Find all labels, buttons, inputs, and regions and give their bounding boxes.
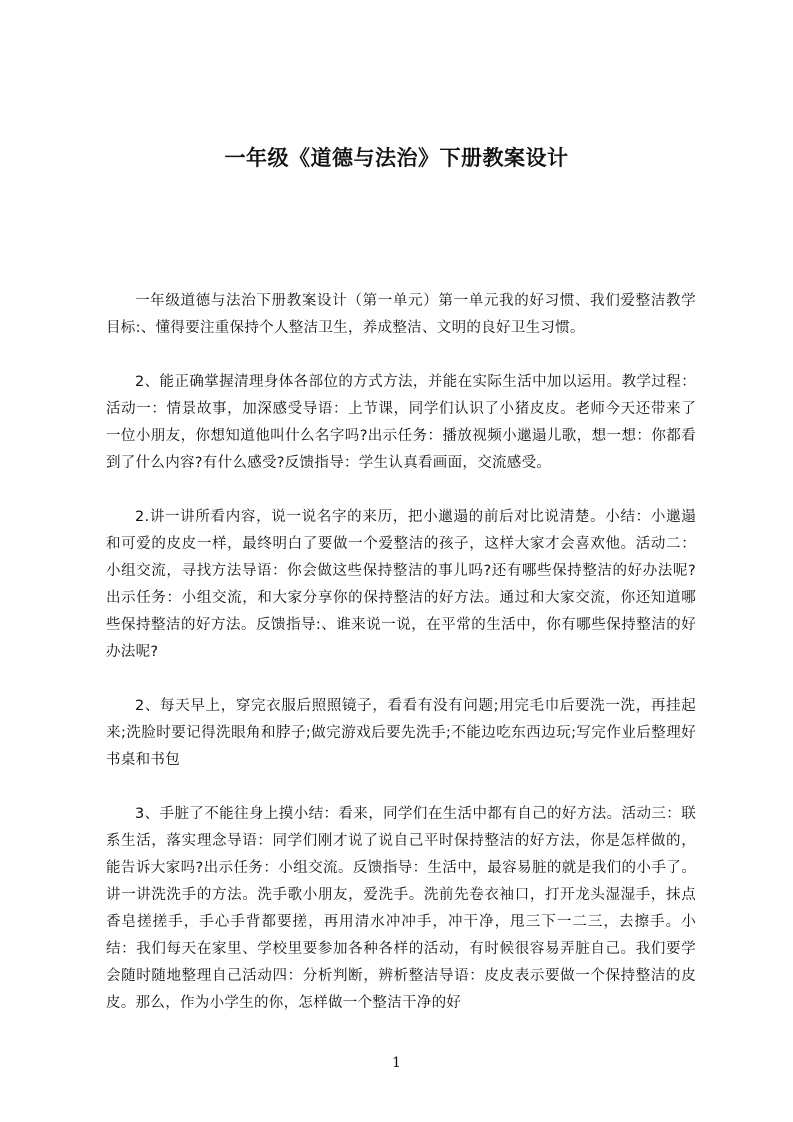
paragraph: 2、每天早上，穿完衣服后照照镜子，看看有没有问题;用完毛巾后要洗一洗，再挂起来;洗脸时要记得洗眼角和脖子;做完游戏后要先洗手;不能边吃东西边玩;写完作业后整理好书桌和书包 <box>106 698 696 768</box>
page-number: 1 <box>392 1055 401 1071</box>
paragraph: 2.讲一讲所看内容，说一说名字的来历，把小邋遢的前后对比说清楚。小结：小邋遢和可爱的皮皮一样，最终明白了要做一个爱整洁的孩子，这样大家才会喜欢他。活动二：小组交流，寻找方法导语：你会做这些保持整洁的事儿吗?还有哪些保持整洁的好办法呢?出示任务：小组交流，和大家分享你的保持整洁的好方法。通过和大家交流，你还知道哪些保持整洁的好方法。反馈指导:、谁来说一说，在平常的生活中，你有哪些保持整洁的好办法呢? <box>106 509 696 660</box>
paragraph: 一年级道德与法治下册教案设计（第一单元）第一单元我的好习惯、我们爱整洁教学目标:、懂得要注重保持个人整洁卫生，养成整洁、文明的良好卫生习惯。 <box>106 293 696 336</box>
document-body <box>106 288 696 1044</box>
paragraph: 3、手脏了不能往身上摸小结：看来，同学们在生活中都有自己的好方法。活动三：联系生活，落实理念导语：同学们刚才说了说自己平时保持整洁的好方法，你是怎样做的，能告诉大家吗?出示任务：小组交流。反馈指导：生活中，最容易脏的就是我们的小手了。讲一讲洗洗手的方法。洗手歌小朋友，爱洗手。洗前先卷衣袖口，打开龙头湿湿手，抹点香皂搓搓手，手心手背都要搓，再用清水冲冲手，冲干净，甩三下一二三，去擦手。小结：我们每天在家里、学校里要参加各种各样的活动，有时候很容易弄脏自己。我们要学会随时随地整理自己活动四：分析判断，辨析整洁导语：皮皮表示要做一个保持整洁的皮皮。那么，作为小学生的你，怎样做一个整洁干净的好 <box>106 806 696 1011</box>
document-title: 一年级《道德与法治》下册教案设计 <box>224 146 569 170</box>
paragraph: 2、能正确掌握清理身体各部位的方式方法，并能在实际生活中加以运用。教学过程：活动一：情景故事，加深感受导语：上节课，同学们认识了小猪皮皮。老师今天还带来了一位小朋友，你想知道他叫什么名字吗?出示任务：播放视频小邋遢儿歌，想一想：你都看到了什么内容?有什么感受?反馈指导：学生认真看画面，交流感受。 <box>106 374 696 471</box>
